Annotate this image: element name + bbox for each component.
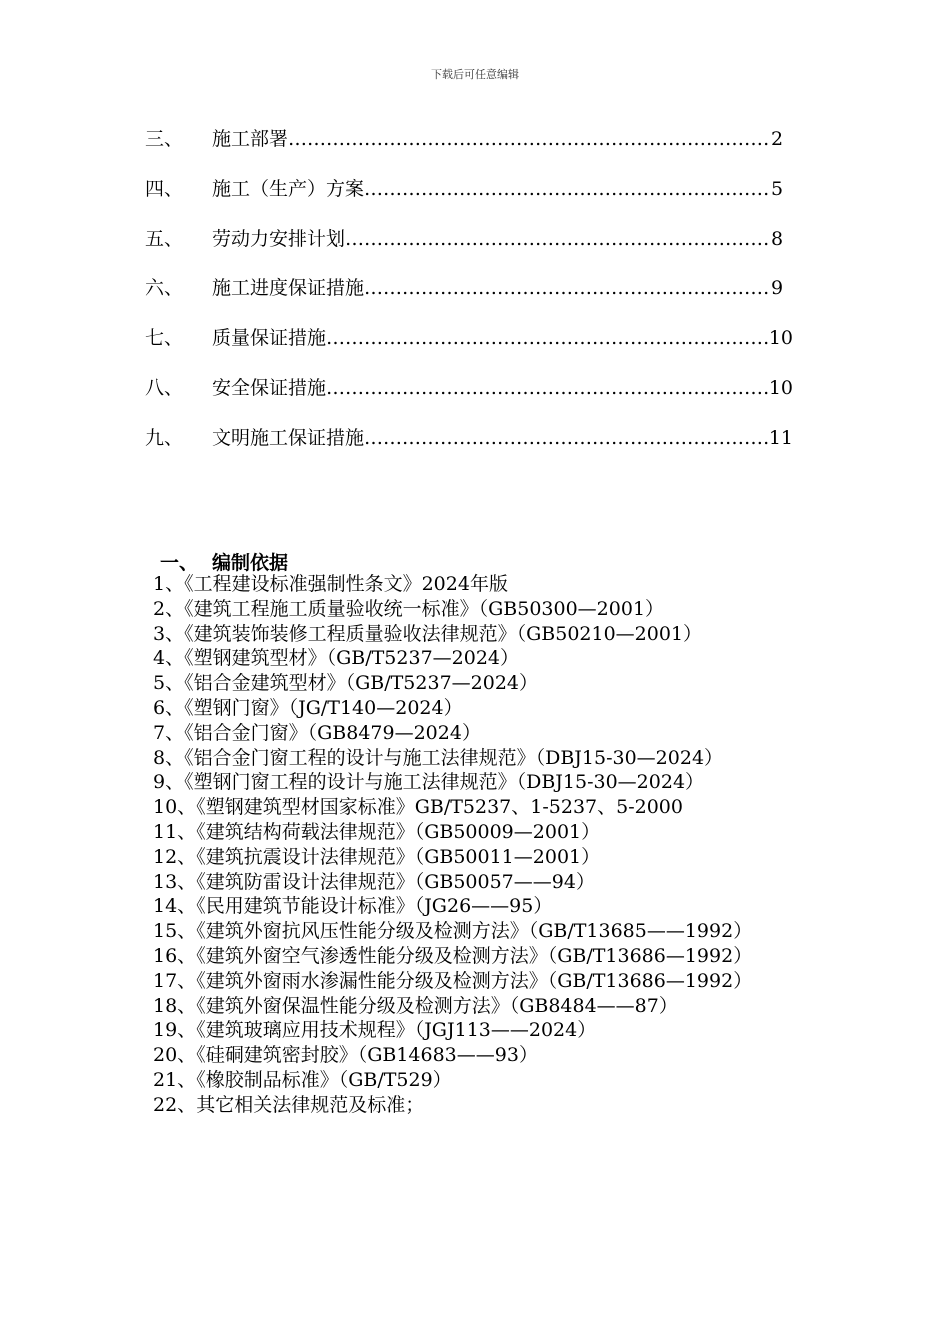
item-text: 《建筑结构荷载法律规范》（GB50009—2001） bbox=[196, 820, 601, 843]
item-text: 《塑钢门窗工程的设计与施工法律规范》（DBJ15-30—2024） bbox=[184, 771, 705, 794]
toc-page-number: 10 bbox=[768, 327, 793, 350]
toc-page-number: 11 bbox=[768, 426, 793, 449]
item-text: 《塑钢建筑型材国家标准》GB/T5237、1-5237、5-2000 bbox=[196, 796, 683, 819]
list-item bbox=[145, 696, 808, 721]
item-text: 《铝合金建筑型材》（GB/T5237—2024） bbox=[184, 672, 539, 695]
list-item bbox=[145, 622, 808, 647]
item-text: 《建筑防雷设计法律规范》（GB50057——94） bbox=[196, 870, 595, 893]
item-text: 《民用建筑节能设计标准》（JG26——95） bbox=[196, 895, 553, 918]
toc-entry[interactable] bbox=[145, 174, 793, 224]
list-item bbox=[145, 770, 808, 795]
list-item bbox=[145, 994, 808, 1019]
item-number: 22、 bbox=[153, 1093, 197, 1116]
toc-page-number: 8 bbox=[771, 227, 784, 250]
list-item bbox=[145, 969, 808, 994]
toc-leader bbox=[364, 427, 769, 449]
toc-title: 劳动力安排计划 bbox=[212, 227, 346, 250]
item-number: 12、 bbox=[153, 845, 197, 868]
toc-page-number: 5 bbox=[771, 177, 784, 200]
toc-number: 四、 bbox=[145, 177, 184, 200]
toc-entry[interactable] bbox=[145, 124, 793, 174]
toc-title: 施工（生产）方案 bbox=[212, 177, 365, 200]
item-number: 21、 bbox=[153, 1068, 197, 1091]
item-number: 17、 bbox=[153, 969, 197, 992]
toc-number: 六、 bbox=[145, 277, 184, 300]
item-number: 11、 bbox=[153, 820, 197, 843]
toc-title: 质量保证措施 bbox=[212, 327, 327, 350]
item-number: 14、 bbox=[153, 895, 197, 918]
toc-page-number: 2 bbox=[771, 128, 784, 150]
toc-number: 五、 bbox=[145, 227, 184, 250]
toc-leader bbox=[364, 178, 771, 200]
item-text: 《建筑玻璃应用技术规程》（JGJ113——2024） bbox=[196, 1019, 597, 1042]
item-text: 《工程建设标准强制性条文》2024年版 bbox=[184, 573, 508, 595]
item-number: 9、 bbox=[153, 771, 185, 794]
section-heading bbox=[160, 548, 288, 575]
toc-entry[interactable] bbox=[145, 224, 793, 274]
item-text: 《塑钢门窗》（JG/T140—2024） bbox=[184, 696, 463, 719]
list-item bbox=[145, 1018, 808, 1043]
toc-title: 施工部署 bbox=[212, 128, 289, 150]
list-item bbox=[145, 870, 808, 895]
toc-page-number: 9 bbox=[771, 277, 784, 300]
toc-number: 三、 bbox=[145, 128, 184, 150]
item-number: 13、 bbox=[153, 870, 197, 893]
item-number: 18、 bbox=[153, 994, 197, 1017]
item-number: 16、 bbox=[153, 944, 197, 967]
list-item bbox=[145, 944, 808, 969]
toc-number: 八、 bbox=[145, 376, 184, 399]
item-number: 3、 bbox=[153, 622, 185, 645]
toc-entry[interactable] bbox=[145, 273, 793, 323]
table-of-contents bbox=[145, 124, 793, 473]
item-number: 6、 bbox=[153, 696, 185, 719]
toc-leader bbox=[326, 377, 769, 399]
item-number: 15、 bbox=[153, 920, 197, 943]
list-item bbox=[145, 795, 808, 820]
item-text: 《硅硐建筑密封胶》（GB14683——93） bbox=[196, 1044, 538, 1067]
toc-entry[interactable] bbox=[145, 423, 793, 473]
list-item bbox=[145, 597, 808, 622]
item-text: 《塑钢建筑型材》（GB/T5237—2024） bbox=[184, 647, 520, 670]
item-number: 1、 bbox=[153, 573, 185, 595]
toc-number: 九、 bbox=[145, 426, 184, 449]
item-text: 《建筑装饰装修工程质量验收法律规范》（GB50210—2001） bbox=[184, 622, 703, 645]
list-item bbox=[145, 746, 808, 771]
toc-leader bbox=[364, 277, 771, 299]
item-number: 8、 bbox=[153, 746, 185, 769]
item-number: 19、 bbox=[153, 1019, 197, 1042]
item-text: 《铝合金门窗》（GB8479—2024） bbox=[184, 721, 481, 744]
toc-leader bbox=[288, 128, 771, 150]
toc-page-number: 10 bbox=[768, 376, 793, 399]
section-title-text: 编制依据 bbox=[212, 552, 289, 574]
list-item bbox=[145, 1093, 808, 1118]
item-number: 10、 bbox=[153, 796, 197, 819]
item-text: 其它相关法律规范及标准； bbox=[196, 1093, 425, 1116]
item-number: 7、 bbox=[153, 721, 185, 744]
toc-leader bbox=[326, 327, 769, 349]
item-number: 20、 bbox=[153, 1044, 197, 1067]
item-number: 4、 bbox=[153, 647, 185, 670]
list-item bbox=[145, 894, 808, 919]
item-text: 《建筑外窗抗风压性能分级及检测方法》（GB/T13685——1992） bbox=[196, 920, 753, 943]
toc-entry[interactable] bbox=[145, 323, 793, 373]
toc-leader bbox=[345, 228, 771, 250]
item-text: 《橡胶制品标准》（GB/T529） bbox=[196, 1068, 452, 1091]
section-number: 一、 bbox=[160, 552, 199, 574]
list-item bbox=[145, 1068, 808, 1093]
list-item bbox=[145, 572, 808, 597]
list-item bbox=[145, 845, 808, 870]
list-item bbox=[145, 820, 808, 845]
toc-entry[interactable] bbox=[145, 373, 793, 423]
item-text: 《建筑外窗雨水渗漏性能分级及检测方法》（GB/T13686—1992） bbox=[196, 969, 753, 992]
item-text: 《铝合金门窗工程的设计与施工法律规范》（DBJ15-30—2024） bbox=[184, 746, 724, 769]
toc-title: 施工进度保证措施 bbox=[212, 277, 365, 300]
item-text: 《建筑外窗空气渗透性能分级及检测方法》（GB/T13686—1992） bbox=[196, 944, 753, 967]
item-text: 《建筑外窗保温性能分级及检测方法》（GB8484——87） bbox=[196, 994, 678, 1017]
reference-list bbox=[145, 572, 808, 1118]
item-text: 《建筑工程施工质量验收统一标准》（GB50300—2001） bbox=[184, 597, 665, 620]
list-item bbox=[145, 919, 808, 944]
list-item bbox=[145, 646, 808, 671]
list-item bbox=[145, 671, 808, 696]
page-header: 下载后可任意编辑 bbox=[431, 68, 519, 81]
item-text: 《建筑抗震设计法律规范》（GB50011—2001） bbox=[196, 845, 601, 868]
toc-title: 文明施工保证措施 bbox=[212, 426, 365, 449]
toc-number: 七、 bbox=[145, 327, 184, 350]
item-number: 5、 bbox=[153, 672, 185, 695]
toc-title: 安全保证措施 bbox=[212, 376, 327, 399]
list-item bbox=[145, 721, 808, 746]
list-item bbox=[145, 1043, 808, 1068]
item-number: 2、 bbox=[153, 597, 185, 620]
